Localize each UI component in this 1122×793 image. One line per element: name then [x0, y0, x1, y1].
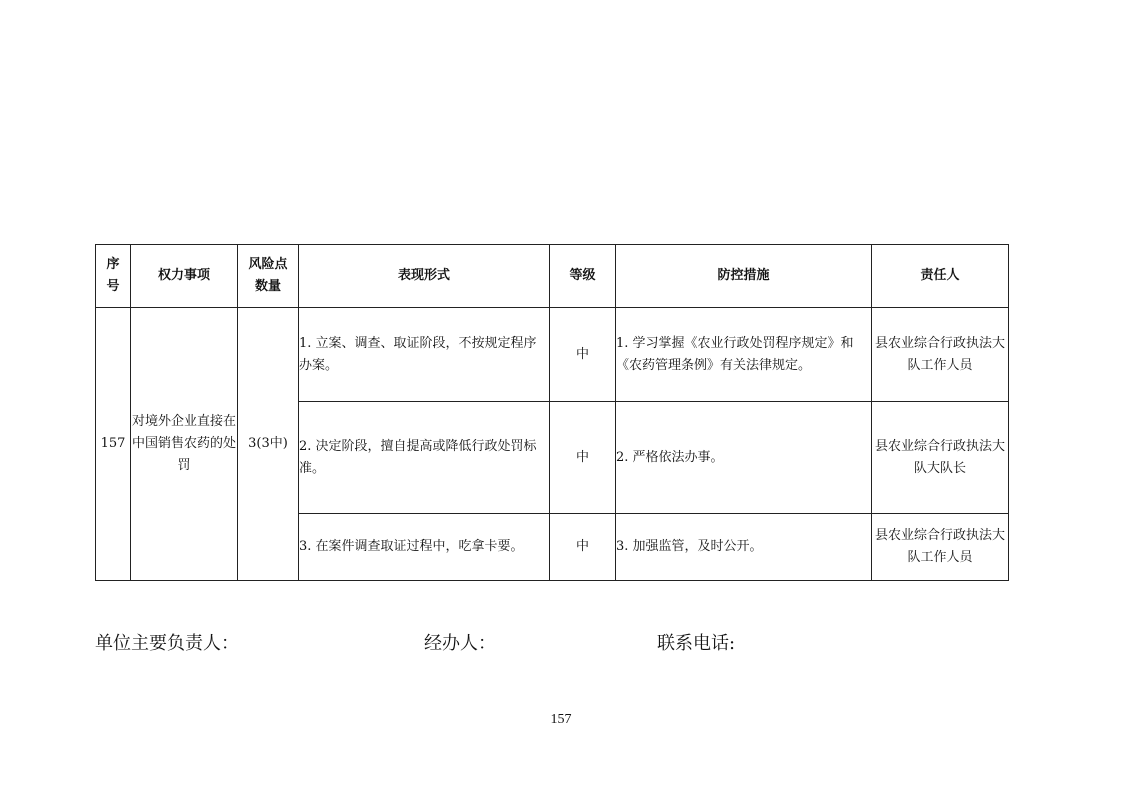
measures-cell: 3. 加强监管，及时公开。 [616, 514, 872, 581]
header-measures: 防控措施 [616, 245, 872, 308]
level-cell: 中 [550, 308, 616, 402]
handler-label: 经办人： [424, 633, 496, 654]
table-row [96, 308, 1009, 402]
level-cell: 中 [550, 402, 616, 514]
form-cell: 2. 决定阶段，擅自提高或降低行政处罚标准。 [299, 402, 550, 514]
phone-label: 联系电话: [657, 633, 736, 654]
measures-cell: 2. 严格依法办事。 [616, 402, 872, 514]
responsible-cell: 县农业综合行政执法大队大队长 [872, 402, 1009, 514]
responsible-cell: 县农业综合行政执法大队工作人员 [872, 308, 1009, 402]
header-risk-count: 风险点数量 [238, 245, 299, 308]
form-cell: 1. 立案、调查、取证阶段，不按规定程序办案。 [299, 308, 550, 402]
risk-count-cell: 3(3中) [238, 308, 299, 581]
seq-cell: 157 [96, 308, 131, 581]
header-level: 等级 [550, 245, 616, 308]
measures-cell: 1. 学习掌握《农业行政处罚程序规定》和《农药管理条例》有关法律规定。 [616, 308, 872, 402]
header-seq: 序号 [96, 245, 131, 308]
header-form: 表现形式 [299, 245, 550, 308]
header-matter: 权力事项 [131, 245, 238, 308]
page-number: 157 [550, 712, 572, 727]
form-cell: 3. 在案件调查取证过程中，吃拿卡要。 [299, 514, 550, 581]
header-responsible: 责任人 [872, 245, 1009, 308]
responsible-cell: 县农业综合行政执法大队工作人员 [872, 514, 1009, 581]
matter-cell: 对境外企业直接在中国销售农药的处罚 [131, 308, 238, 581]
unit-head-label: 单位主要负责人： [95, 633, 239, 654]
risk-table [95, 244, 1009, 581]
header-row [96, 245, 1009, 308]
level-cell: 中 [550, 514, 616, 581]
